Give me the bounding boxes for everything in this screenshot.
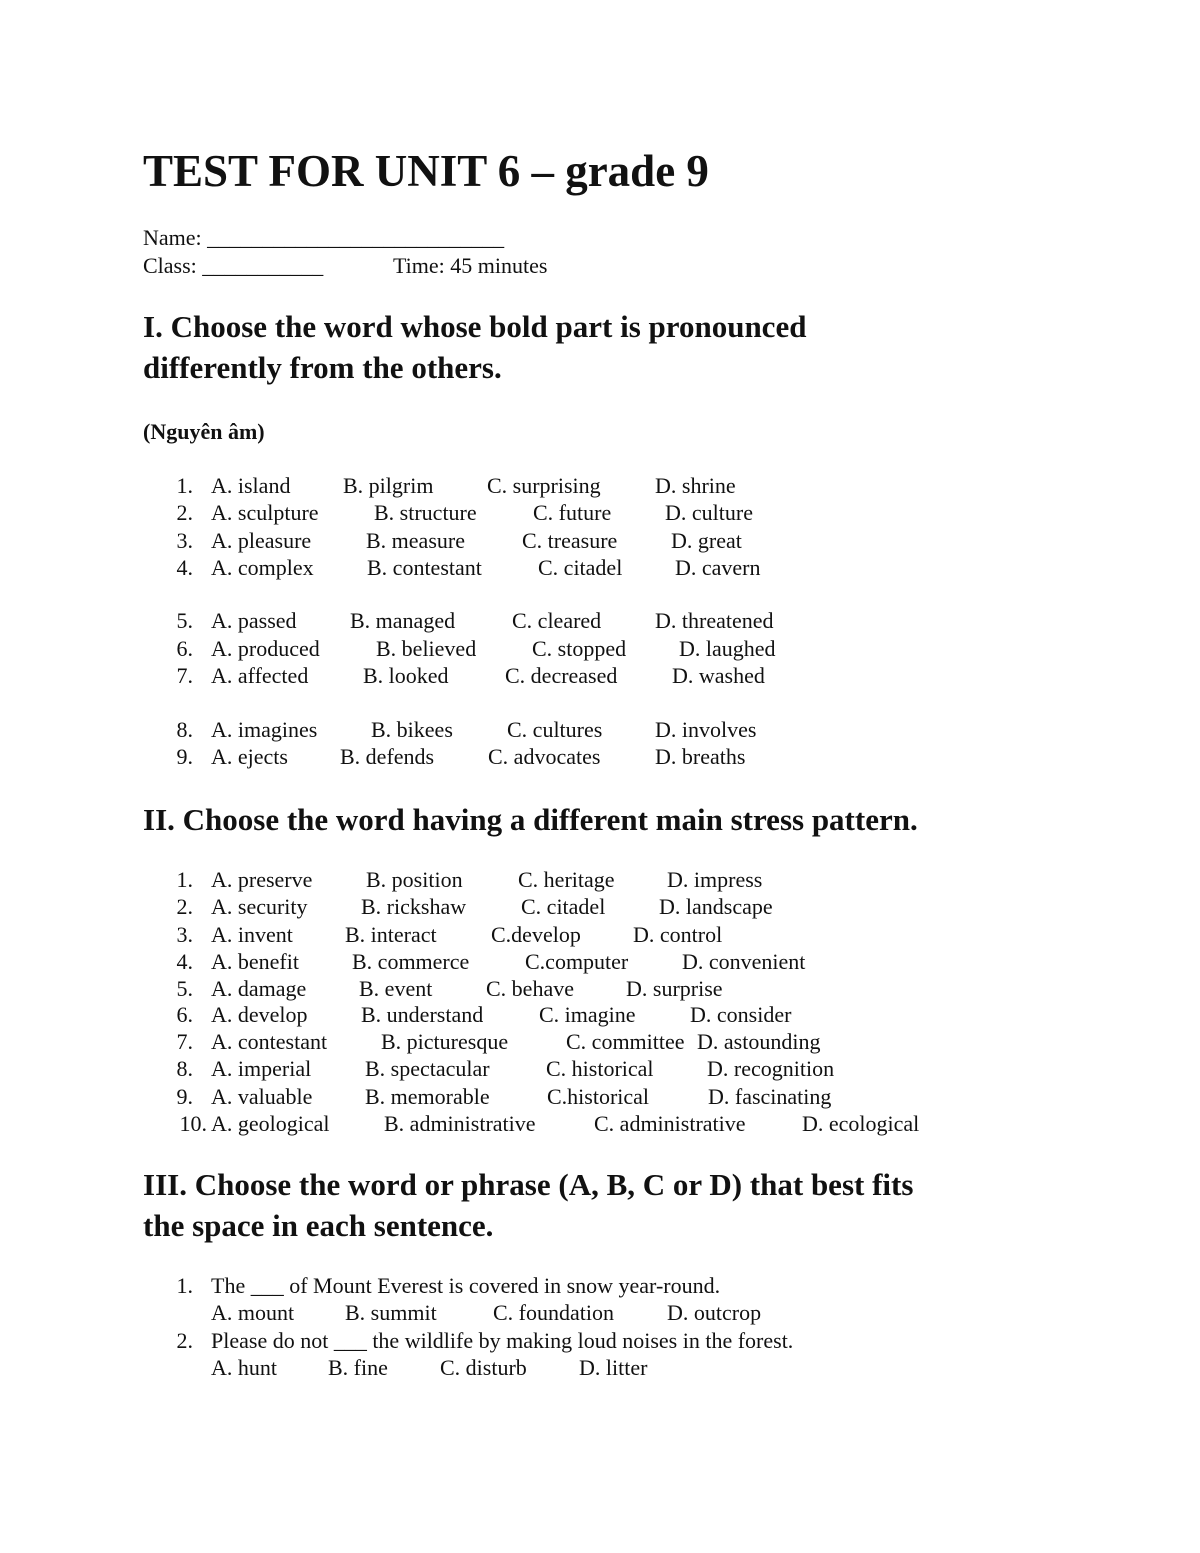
option-a: A. damage (211, 976, 307, 1001)
question-number: 2. (176, 1328, 193, 1353)
option-b: B. position (366, 867, 463, 892)
option-a: A. geological (211, 1111, 330, 1136)
option-d: D. recognition (707, 1056, 835, 1081)
question-number: 9. (176, 1084, 193, 1109)
option-d: D. washed (672, 663, 765, 688)
question-number: 4. (176, 555, 193, 580)
option-c: C. cleared (512, 608, 602, 633)
section-3-question-stem (0, 1272, 1200, 1300)
option-d: D. fascinating (708, 1084, 832, 1109)
option-b: B. structure (374, 500, 477, 525)
option-d: D. laughed (679, 636, 776, 661)
section-1-question (0, 743, 1200, 771)
option-d: D. involves (655, 717, 757, 742)
question-number: 5. (176, 608, 193, 633)
section-1-question (0, 607, 1200, 635)
option-c: C.develop (491, 922, 581, 947)
question-number: 4. (176, 949, 193, 974)
option-b: B. commerce (352, 949, 470, 974)
option-d: D. great (671, 528, 742, 553)
option-d: D. litter (579, 1355, 648, 1380)
question-number: 8. (176, 717, 193, 742)
section-1-question (0, 499, 1200, 527)
option-d: D. convenient (682, 949, 806, 974)
option-d: D. shrine (655, 473, 736, 498)
option-b: B. interact (345, 922, 437, 947)
option-c: C. foundation (493, 1300, 614, 1325)
class-field: Class: ___________ (143, 253, 324, 278)
option-a: A. security (211, 894, 308, 919)
option-a: A. ejects (211, 744, 288, 769)
option-c: C.historical (547, 1084, 650, 1109)
section-3-question-options (0, 1354, 1200, 1382)
section-2-question (0, 948, 1200, 976)
option-d: D. impress (667, 867, 763, 892)
section-1-heading (143, 306, 1093, 388)
option-b: B. memorable (365, 1084, 490, 1109)
section-1-subheading: (Nguyên âm) (143, 419, 265, 444)
option-a: A. sculpture (211, 500, 319, 525)
option-d: D. culture (665, 500, 753, 525)
question-number: 10. (179, 1111, 207, 1136)
section-2-question (0, 975, 1200, 1003)
time-limit: Time: 45 minutes (393, 253, 548, 278)
option-b: B. understand (361, 1002, 484, 1027)
question-number: 3. (176, 528, 193, 553)
option-a: A. develop (211, 1002, 308, 1027)
section-3-heading-line-1: III. Choose the word or phrase (A, B, C or D) that best fits (143, 1167, 914, 1202)
question-number: 6. (176, 1002, 193, 1027)
option-b: B. managed (350, 608, 456, 633)
option-a: A. pleasure (211, 528, 312, 553)
option-b: B. administrative (384, 1111, 536, 1136)
section-2-question (0, 893, 1200, 921)
option-c: C. citadel (521, 894, 606, 919)
section-3-question-stem (0, 1327, 1200, 1355)
section-2-question (0, 1028, 1200, 1056)
section-2-question (0, 921, 1200, 949)
option-c: C. administrative (594, 1111, 746, 1136)
option-c: C. advocates (488, 744, 601, 769)
option-b: B. event (359, 976, 433, 1001)
section-1-question (0, 527, 1200, 555)
page-title: TEST FOR UNIT 6 – grade 9 (143, 146, 709, 196)
section-1-heading-line-2: differently from the others. (143, 350, 502, 385)
section-2-question (0, 1110, 1200, 1138)
option-d: D. consider (690, 1002, 792, 1027)
option-b: B. contestant (367, 555, 482, 580)
section-1-question (0, 662, 1200, 690)
option-d: D. outcrop (667, 1300, 762, 1325)
option-a: A. preserve (211, 867, 313, 892)
option-a: A. mount (211, 1300, 295, 1325)
question-number: 2. (176, 500, 193, 525)
section-2-question (0, 1001, 1200, 1029)
option-b: B. summit (345, 1300, 437, 1325)
section-1-question (0, 554, 1200, 582)
option-a: A. valuable (211, 1084, 313, 1109)
section-1-question (0, 635, 1200, 663)
section-2-question (0, 1083, 1200, 1111)
section-1-question (0, 472, 1200, 500)
option-a: A. affected (211, 663, 309, 688)
option-c: C. stopped (532, 636, 627, 661)
class-line (143, 252, 548, 280)
option-b: B. looked (363, 663, 449, 688)
option-c: C. heritage (518, 867, 615, 892)
question-text: The ___ of Mount Everest is covered in snow year-round. (211, 1273, 721, 1298)
option-a: A. complex (211, 555, 314, 580)
option-d: D. surprise (626, 976, 723, 1001)
option-c: C. disturb (440, 1355, 527, 1380)
option-a: A. island (211, 473, 291, 498)
section-3-heading-line-2: the space in each sentence. (143, 1208, 494, 1243)
section-2-question (0, 1055, 1200, 1083)
question-number: 5. (176, 976, 193, 1001)
option-c: C. decreased (505, 663, 618, 688)
option-d: D. breaths (655, 744, 746, 769)
option-b: B. pilgrim (343, 473, 434, 498)
name-line: Name: ___________________________ (143, 225, 505, 250)
question-number: 7. (176, 663, 193, 688)
option-b: B. defends (340, 744, 435, 769)
option-d: D. landscape (659, 894, 773, 919)
option-b: B. measure (366, 528, 465, 553)
question-number: 8. (176, 1056, 193, 1081)
question-text: Please do not ___ the wildlife by making loud noises in the forest. (211, 1328, 794, 1353)
option-c: C. historical (546, 1056, 654, 1081)
option-b: B. picturesque (381, 1029, 509, 1054)
section-2-heading: II. Choose the word having a different main stress pattern. (143, 802, 918, 837)
section-2-question (0, 866, 1200, 894)
option-c: C. citadel (538, 555, 623, 580)
option-a: A. invent (211, 922, 293, 947)
option-c: C. future (533, 500, 612, 525)
option-c: C.computer (525, 949, 629, 974)
option-d: D. astounding (697, 1029, 821, 1054)
option-b: B. believed (376, 636, 477, 661)
question-number: 1. (176, 473, 193, 498)
option-c: C. treasure (522, 528, 618, 553)
option-a: A. benefit (211, 949, 299, 974)
option-b: B. rickshaw (361, 894, 467, 919)
section-3-question-options (0, 1299, 1200, 1327)
question-number: 7. (176, 1029, 193, 1054)
option-a: A. hunt (211, 1355, 277, 1380)
question-number: 1. (176, 1273, 193, 1298)
section-3-heading (143, 1164, 1143, 1246)
question-number: 2. (176, 894, 193, 919)
option-c: C. behave (486, 976, 574, 1001)
question-number: 3. (176, 922, 193, 947)
option-d: D. ecological (802, 1111, 920, 1136)
option-a: A. contestant (211, 1029, 328, 1054)
option-b: B. fine (328, 1355, 388, 1380)
option-b: B. spectacular (365, 1056, 490, 1081)
option-c: C. cultures (507, 717, 603, 742)
option-d: D. cavern (675, 555, 761, 580)
option-a: A. imagines (211, 717, 318, 742)
option-a: A. imperial (211, 1056, 312, 1081)
option-c: C. surprising (487, 473, 601, 498)
question-number: 9. (176, 744, 193, 769)
option-c: C. imagine (539, 1002, 636, 1027)
option-d: D. threatened (655, 608, 774, 633)
question-number: 6. (176, 636, 193, 661)
question-number: 1. (176, 867, 193, 892)
section-1-question (0, 716, 1200, 744)
section-1-heading-line-1: I. Choose the word whose bold part is pronounced (143, 309, 807, 344)
option-d: D. control (633, 922, 723, 947)
option-a: A. produced (211, 636, 320, 661)
option-b: B. bikees (371, 717, 453, 742)
option-a: A. passed (211, 608, 297, 633)
option-c: C. committee (566, 1029, 685, 1054)
